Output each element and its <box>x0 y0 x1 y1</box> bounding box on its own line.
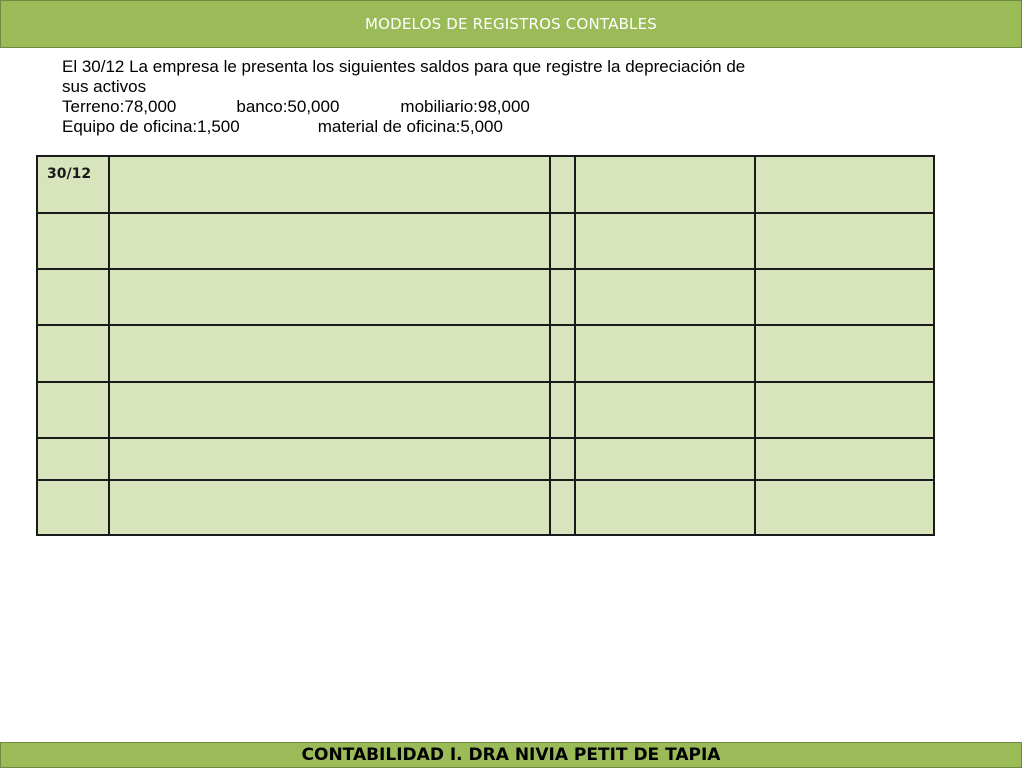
balance-terreno: Terreno:78,000 <box>62 97 177 116</box>
balance-material-oficina: material de oficina:5,000 <box>317 117 503 136</box>
date-cell[interactable] <box>37 480 109 535</box>
date-cell[interactable] <box>37 325 109 382</box>
debit-cell[interactable] <box>575 382 755 438</box>
account-cell[interactable] <box>109 325 550 382</box>
slide-title: MODELOS DE REGISTROS CONTABLES <box>364 15 658 33</box>
ref-cell[interactable] <box>550 382 575 438</box>
credit-cell[interactable] <box>755 269 934 325</box>
date-cell[interactable] <box>37 382 109 438</box>
ref-cell[interactable] <box>550 480 575 535</box>
date-cell[interactable] <box>37 269 109 325</box>
ref-cell[interactable] <box>550 213 575 269</box>
statement-line-2: sus activos <box>62 77 147 96</box>
credit-cell[interactable] <box>755 438 934 480</box>
ref-cell[interactable] <box>550 269 575 325</box>
date-cell[interactable] <box>37 438 109 480</box>
exercise-statement <box>62 57 882 137</box>
table-row <box>37 156 934 213</box>
credit-cell[interactable] <box>755 382 934 438</box>
account-cell[interactable] <box>109 480 550 535</box>
account-cell[interactable] <box>109 213 550 269</box>
balance-banco: banco:50,000 <box>236 97 340 116</box>
debit-cell[interactable] <box>575 438 755 480</box>
table-row <box>37 325 934 382</box>
footer-banner <box>0 742 1022 768</box>
debit-cell[interactable] <box>575 325 755 382</box>
journal-entry-table <box>36 155 935 536</box>
credit-cell[interactable] <box>755 213 934 269</box>
date-cell[interactable]: 30/12 <box>37 156 109 213</box>
date-cell[interactable] <box>37 213 109 269</box>
ref-cell[interactable] <box>550 325 575 382</box>
balance-mobiliario: mobiliario:98,000 <box>400 97 530 116</box>
credit-cell[interactable] <box>755 325 934 382</box>
account-cell[interactable] <box>109 382 550 438</box>
ref-cell[interactable] <box>550 156 575 213</box>
account-cell[interactable] <box>109 156 550 213</box>
debit-cell[interactable] <box>575 156 755 213</box>
table-row <box>37 480 934 535</box>
credit-cell[interactable] <box>755 480 934 535</box>
table-row <box>37 213 934 269</box>
credit-cell[interactable] <box>755 156 934 213</box>
footer-text: CONTABILIDAD I. DRA NIVIA PETIT DE TAPIA <box>301 745 721 765</box>
balance-equipo-oficina: Equipo de oficina:1,500 <box>62 117 240 136</box>
debit-cell[interactable] <box>575 269 755 325</box>
table-row <box>37 269 934 325</box>
statement-line-1: El 30/12 La empresa le presenta los siguientes saldos para que registre la depreciación de <box>62 57 746 76</box>
account-cell[interactable] <box>109 438 550 480</box>
table-row <box>37 382 934 438</box>
title-banner <box>0 0 1022 48</box>
debit-cell[interactable] <box>575 480 755 535</box>
balances-line-1 <box>62 97 882 117</box>
balances-line-2 <box>62 117 882 137</box>
table-row <box>37 438 934 480</box>
ref-cell[interactable] <box>550 438 575 480</box>
account-cell[interactable] <box>109 269 550 325</box>
debit-cell[interactable] <box>575 213 755 269</box>
